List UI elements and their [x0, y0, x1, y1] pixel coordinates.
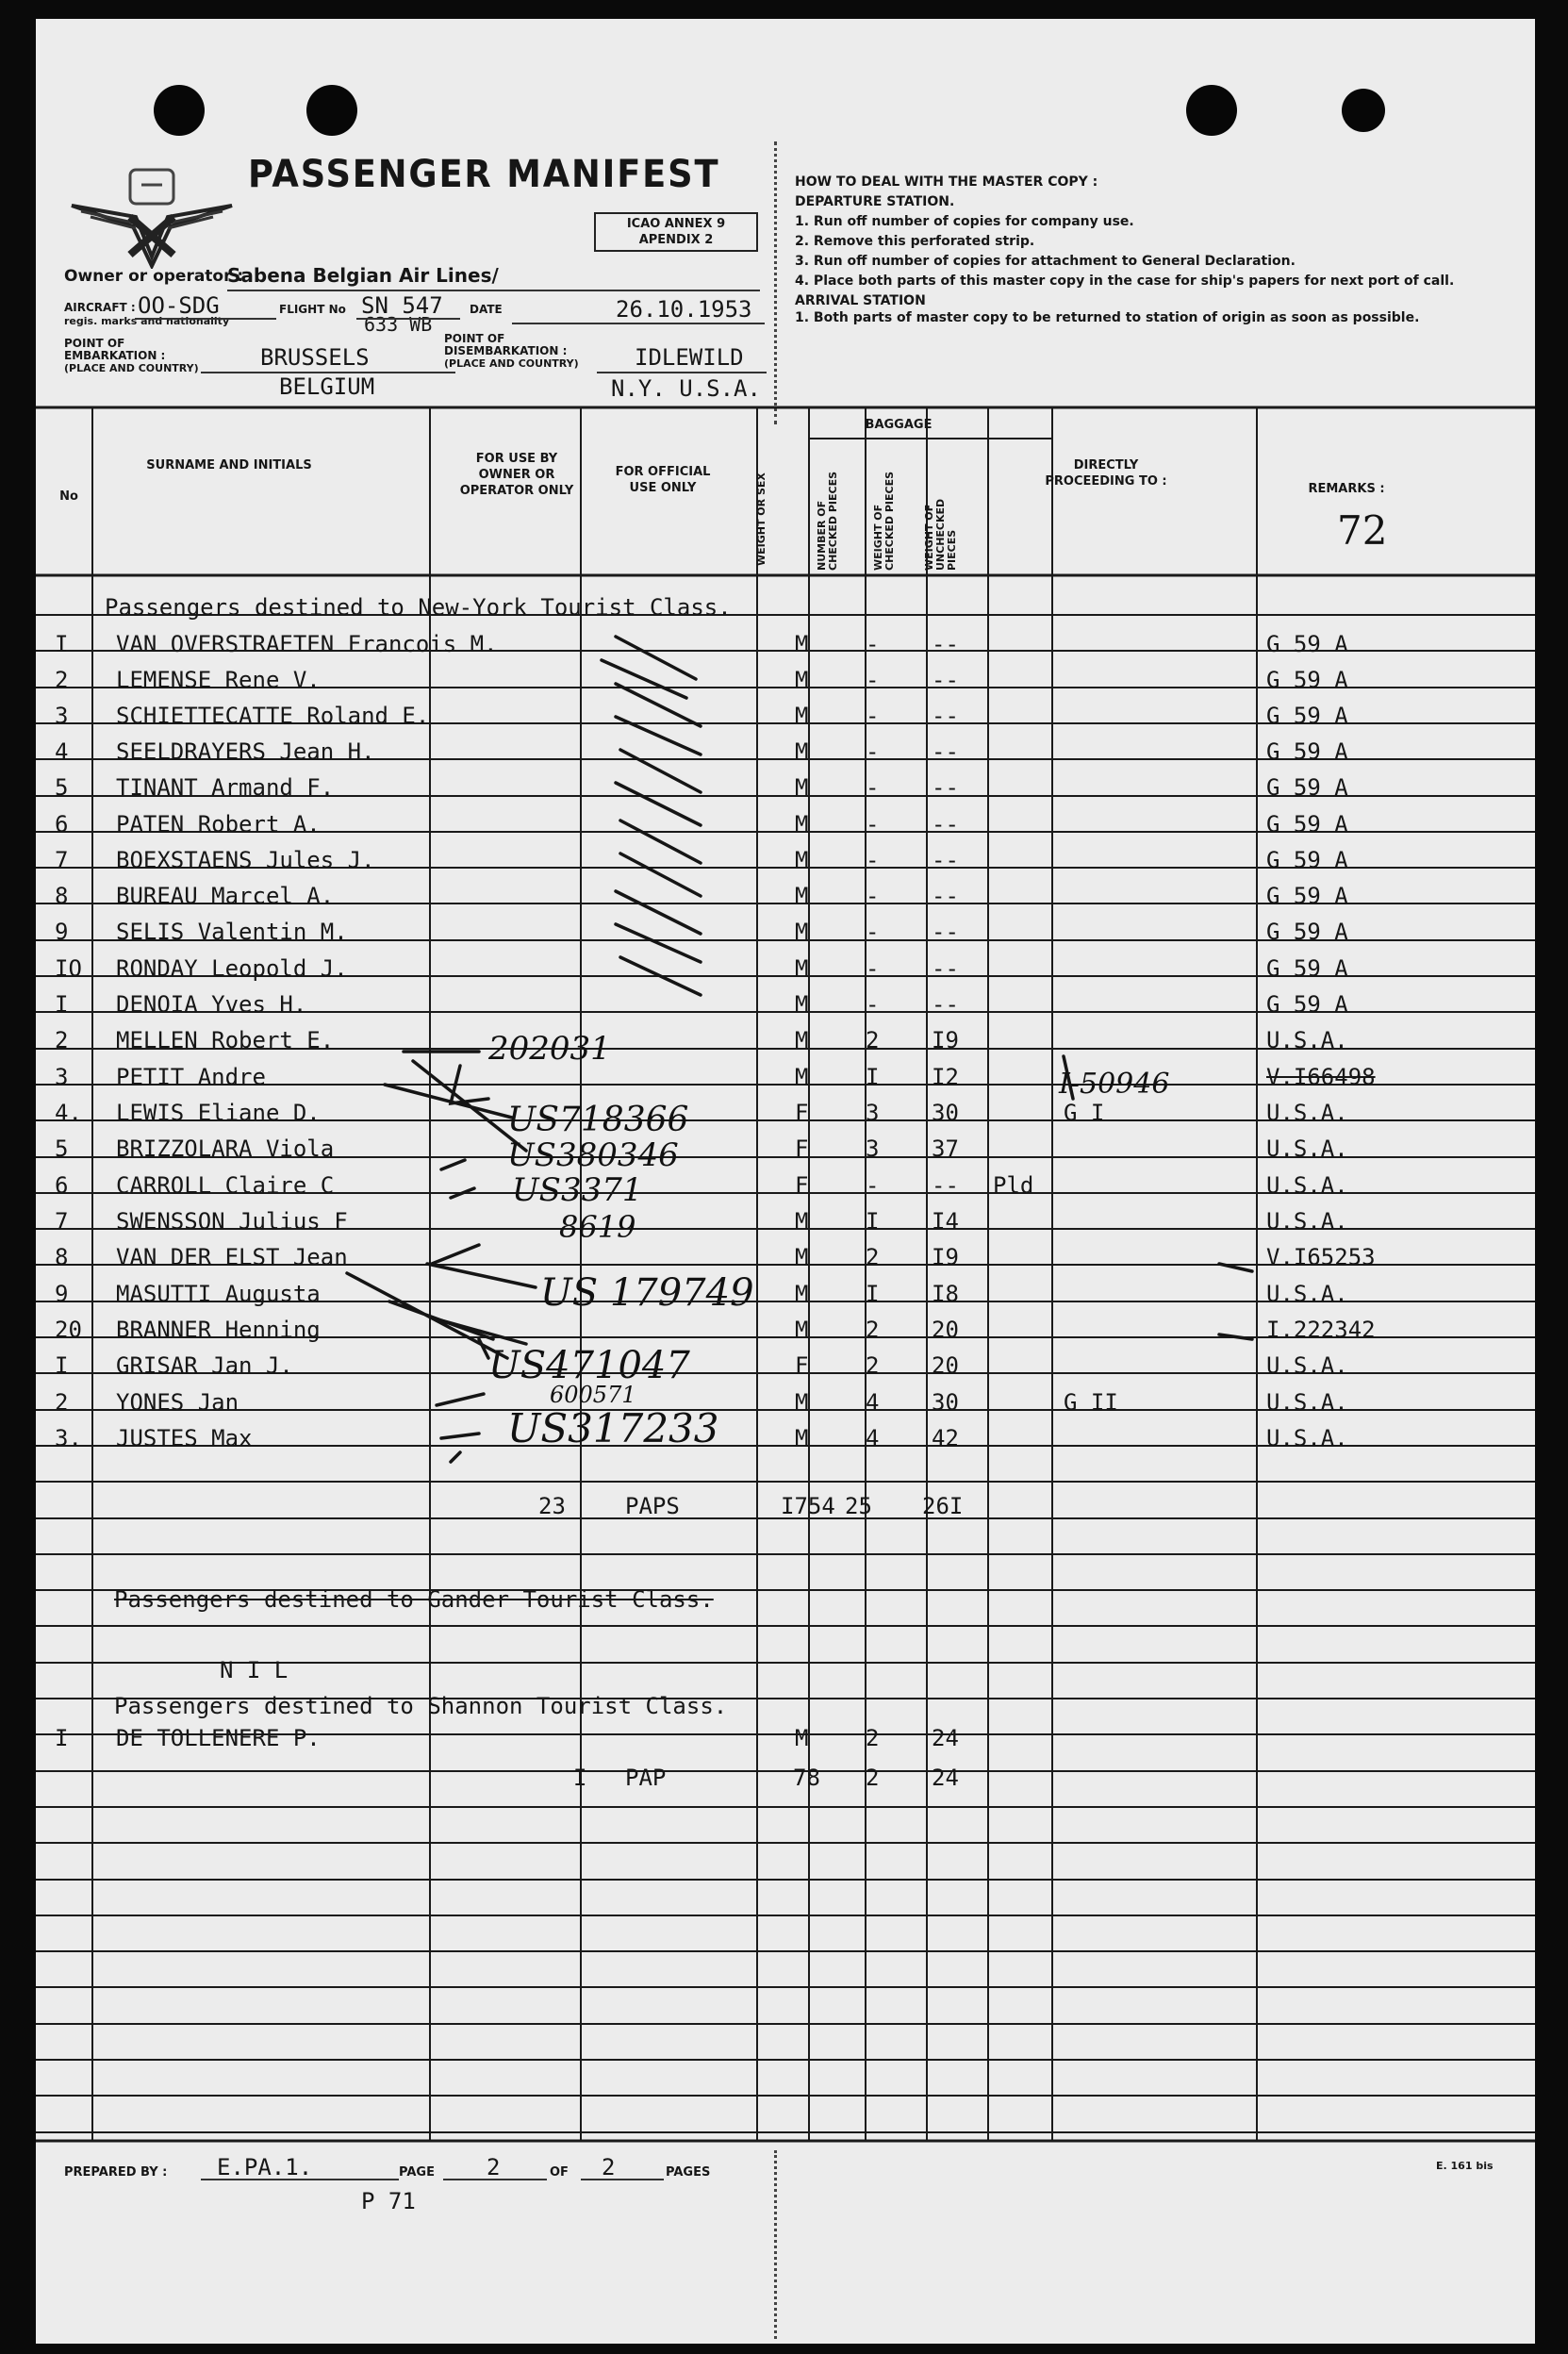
flight-value: SN 547 — [361, 292, 443, 319]
aircraft-label: AIRCRAFT : — [64, 301, 136, 314]
passenger-sex: M — [795, 1208, 809, 1235]
passenger-checked-pieces: 3 — [866, 1136, 880, 1162]
passenger-sex: M — [795, 1244, 809, 1270]
passenger-name: BOEXSTAENS Jules J. — [116, 847, 375, 873]
flight-value-second: 633 WB — [364, 313, 433, 336]
prepared-by-value: E.PA.1. — [217, 2154, 313, 2180]
passenger-checked-pieces: - — [866, 774, 880, 801]
passenger-checked-pieces: I — [866, 1208, 880, 1235]
passenger-remarks: G 59 A — [1266, 738, 1348, 765]
passenger-remarks: U.S.A. — [1266, 1136, 1348, 1162]
passenger-remarks: U.S.A. — [1266, 1425, 1348, 1451]
passenger-checked-weight: I8 — [932, 1281, 959, 1307]
handwritten-owner-number: 202031 — [488, 1030, 611, 1068]
passenger-sex: M — [795, 1317, 809, 1343]
page-value: 2 — [487, 2154, 501, 2180]
passenger-sex: M — [795, 811, 809, 837]
col-header-no: No — [59, 489, 78, 504]
passenger-remarks: U.S.A. — [1266, 1208, 1348, 1235]
disembark-country-value: N.Y. U.S.A. — [611, 375, 761, 402]
ny-total-weight: I754 — [781, 1493, 835, 1519]
passenger-checked-weight: 42 — [932, 1425, 959, 1451]
instruction-step: 3. Run off number of copies for attachment to General Declaration. — [795, 254, 1296, 269]
passenger-sex: M — [795, 1389, 809, 1416]
passenger-remarks: I.222342 — [1266, 1317, 1376, 1343]
ny-total-pieces: 25 — [845, 1493, 872, 1519]
arrival-instruction-step: 1. Both parts of master copy to be returned to station of origin as soon as possible. — [795, 310, 1420, 325]
prepared-by-label: PREPARED BY : — [64, 2165, 168, 2180]
passenger-checked-weight: I9 — [932, 1244, 959, 1270]
passenger-sex: M — [795, 667, 809, 693]
passenger-remarks: U.S.A. — [1266, 1172, 1348, 1199]
passenger-checked-pieces: - — [866, 1172, 880, 1199]
passenger-sex: M — [795, 991, 809, 1018]
passenger-no: 4 — [55, 738, 69, 765]
handwritten-owner-number: US 179749 — [540, 1271, 754, 1315]
instruction-step: 1. Run off number of copies for company use. — [795, 214, 1134, 229]
passenger-sex: F — [795, 1100, 809, 1126]
handwritten-owner-number: US718366 — [507, 1101, 689, 1139]
form-code: P 71 — [361, 2188, 416, 2214]
passenger-checked-pieces: - — [866, 703, 880, 729]
passenger-no: 5 — [55, 774, 69, 801]
col-header-baggage: BAGGAGE — [865, 418, 933, 432]
manifest-sheet — [36, 19, 1535, 2344]
passenger-name: RONDAY Leopold J. — [116, 955, 348, 982]
passenger-remarks: U.S.A. — [1266, 1281, 1348, 1307]
passenger-no: I — [55, 991, 69, 1018]
shannon-passenger-no: I — [55, 1725, 69, 1751]
passenger-sex: M — [795, 703, 809, 729]
instruction-step: 2. Remove this perforated strip. — [795, 234, 1035, 249]
passenger-checked-pieces: I — [866, 1064, 880, 1090]
shannon-total-bag-weight: 24 — [932, 1765, 959, 1791]
passenger-sex: M — [795, 1027, 809, 1053]
page-label: PAGE — [399, 2165, 435, 2180]
section-shannon: Passengers destined to Shannon Tourist Class. — [114, 1693, 728, 1719]
handwritten-owner-number: 8619 — [559, 1209, 636, 1245]
passenger-no: 7 — [55, 1208, 69, 1235]
of-label: OF — [550, 2165, 569, 2180]
passenger-remarks: V.I66498 — [1266, 1064, 1376, 1090]
passenger-checked-pieces: - — [866, 991, 880, 1018]
passenger-name: MASUTTI Augusta — [116, 1281, 321, 1307]
passenger-no: 6 — [55, 811, 69, 837]
passenger-checked-weight: I2 — [932, 1064, 959, 1090]
shannon-passenger-name: DE TOLLENERE P. — [116, 1725, 321, 1751]
handwritten-owner-number: 600571 — [550, 1382, 636, 1408]
passenger-checked-weight: 20 — [932, 1352, 959, 1379]
passenger-checked-weight: -- — [932, 883, 959, 909]
passenger-remarks: G 59 A — [1266, 991, 1348, 1018]
passenger-name: BUREAU Marcel A. — [116, 883, 335, 909]
passenger-name: GRISAR Jan J. — [116, 1352, 293, 1379]
passenger-remarks: G 59 A — [1266, 667, 1348, 693]
passenger-checked-weight: -- — [932, 631, 959, 657]
passenger-checked-pieces: 2 — [866, 1027, 880, 1053]
passenger-checked-weight: -- — [932, 738, 959, 765]
passenger-checked-pieces: - — [866, 667, 880, 693]
passenger-sex: F — [795, 1136, 809, 1162]
ny-total-label: PAPS — [625, 1493, 680, 1519]
passenger-checked-pieces: - — [866, 847, 880, 873]
disembark-label-line2: DISEMBARKATION : — [444, 344, 568, 357]
passenger-remarks: G 59 A — [1266, 883, 1348, 909]
passenger-sex: F — [795, 1352, 809, 1379]
passenger-checked-weight: 30 — [932, 1389, 959, 1416]
section-gander-nil: N I L — [220, 1657, 289, 1683]
shannon-total-weight: 78 — [793, 1765, 820, 1791]
passenger-remarks: U.S.A. — [1266, 1352, 1348, 1379]
embark-label-line2: EMBARKATION : — [64, 349, 166, 362]
passenger-remarks: G 59 A — [1266, 955, 1348, 982]
passenger-checked-pieces: - — [866, 919, 880, 945]
disembark-value: IDLEWILD — [635, 344, 744, 371]
embark-value: BRUSSELS — [260, 344, 370, 371]
passenger-name: SEELDRAYERS Jean H. — [116, 738, 375, 765]
passenger-checked-weight: -- — [932, 955, 959, 982]
passenger-sex: M — [795, 847, 809, 873]
passenger-no: 5 — [55, 1136, 69, 1162]
passenger-checked-pieces: - — [866, 631, 880, 657]
col-header-weight-sex: WEIGHT OR SEX — [755, 472, 767, 566]
instructions-heading: HOW TO DEAL WITH THE MASTER COPY : — [795, 174, 1098, 190]
passenger-checked-pieces: 3 — [866, 1100, 880, 1126]
section-new-york: Passengers destined to New-York Tourist Class. — [105, 594, 732, 621]
passenger-checked-weight: 20 — [932, 1317, 959, 1343]
passenger-name: LEWIS Eliane D. — [116, 1100, 321, 1126]
section-gander: Passengers destined to Gander Tourist Class. — [114, 1586, 714, 1613]
passenger-name: CARROLL Claire C — [116, 1172, 335, 1199]
embark-country-value: BELGIUM — [279, 373, 375, 400]
passenger-checked-pieces: 4 — [866, 1425, 880, 1451]
date-value: 26.10.1953 — [616, 296, 752, 323]
col-header-proceeding: DIRECTLY PROCEEDING TO : — [1045, 458, 1167, 489]
passenger-checked-weight: 37 — [932, 1136, 959, 1162]
passenger-remarks: G 59 A — [1266, 847, 1348, 873]
embark-label: POINT OF — [64, 337, 125, 350]
shannon-total-label: PAP — [625, 1765, 667, 1791]
passenger-sex: M — [795, 774, 809, 801]
aircraft-value: OO-SDG — [138, 292, 220, 319]
passenger-no: 2 — [55, 1027, 69, 1053]
passenger-checked-pieces: - — [866, 955, 880, 982]
passenger-checked-weight: -- — [932, 811, 959, 837]
passenger-checked-weight: -- — [932, 847, 959, 873]
passenger-name: YONES Jan — [116, 1389, 239, 1416]
shannon-passenger-pieces: 2 — [866, 1725, 880, 1751]
flight-label: FLIGHT No — [279, 303, 346, 316]
handwritten-marks — [36, 19, 1535, 2344]
passenger-checked-weight: -- — [932, 774, 959, 801]
passenger-name: JUSTES Max — [116, 1425, 253, 1451]
icao-appendix-line: APENDIX 2 — [638, 233, 714, 247]
instruction-step: 4. Place both parts of this master copy in the case for ship's papers for next port of call. — [795, 274, 1455, 289]
passenger-checked-weight: -- — [932, 919, 959, 945]
handwritten-owner-number: US317233 — [507, 1405, 719, 1451]
passenger-no: 2 — [55, 667, 69, 693]
passenger-checked-pieces: - — [866, 738, 880, 765]
passenger-sex: M — [795, 1425, 809, 1451]
remarks-page-number: 72 — [1337, 507, 1388, 554]
passenger-no: 7 — [55, 847, 69, 873]
passenger-remarks: G 59 A — [1266, 631, 1348, 657]
passenger-remarks: G 59 A — [1266, 774, 1348, 801]
col-header-weight-checked: WEIGHT OF CHECKED PIECES — [872, 471, 896, 571]
passenger-no: 20 — [55, 1317, 82, 1343]
col-header-owner-use: FOR USE BY OWNER OR OPERATOR ONLY — [459, 452, 574, 498]
passenger-unchecked-weight: Pld — [993, 1172, 1034, 1199]
passenger-name: BRIZZOLARA Viola — [116, 1136, 335, 1162]
disembark-sub-label: (PLACE AND COUNTRY) — [444, 357, 579, 370]
passenger-proceeding-to: G I — [1064, 1100, 1105, 1126]
passenger-no: 3. — [55, 1425, 82, 1451]
passenger-sex: F — [795, 1172, 809, 1199]
ny-total-bag-weight: 26I — [922, 1493, 964, 1519]
passenger-checked-weight: -- — [932, 991, 959, 1018]
col-header-weight-unchecked: WEIGHT OF UNCHECKED PIECES — [923, 498, 958, 571]
passenger-remarks: V.I65253 — [1266, 1244, 1376, 1270]
disembark-label: POINT OF — [444, 332, 505, 345]
handwritten-owner-number: US3371 — [512, 1171, 643, 1209]
passenger-sex: M — [795, 1064, 809, 1090]
passenger-no: 3 — [55, 703, 69, 729]
passenger-no: 4. — [55, 1100, 82, 1126]
passenger-no: I — [55, 1352, 69, 1379]
passenger-proceeding-to: G II — [1064, 1389, 1118, 1416]
passenger-checked-pieces: 4 — [866, 1389, 880, 1416]
passenger-checked-weight: -- — [932, 703, 959, 729]
passenger-remarks: G 59 A — [1266, 811, 1348, 837]
passenger-checked-pieces: 2 — [866, 1244, 880, 1270]
passenger-sex: M — [795, 1281, 809, 1307]
passenger-sex: M — [795, 955, 809, 982]
passenger-checked-weight: -- — [932, 667, 959, 693]
passenger-name: PATEN Robert A. — [116, 811, 321, 837]
date-label: DATE — [470, 303, 503, 316]
owner-value: Sabena Belgian Air Lines/ — [227, 264, 499, 287]
col-header-checked-pieces: NUMBER OF CHECKED PIECES — [816, 471, 839, 571]
passenger-name: VAN DER ELST Jean — [116, 1244, 348, 1270]
passenger-sex: M — [795, 738, 809, 765]
passenger-no: 9 — [55, 919, 69, 945]
passenger-checked-pieces: 2 — [866, 1317, 880, 1343]
passenger-sex: M — [795, 883, 809, 909]
passenger-name: SELIS Valentin M. — [116, 919, 348, 945]
passenger-checked-pieces: - — [866, 811, 880, 837]
passenger-name: DENOIA Yves H. — [116, 991, 307, 1018]
col-header-remarks: REMARKS : — [1308, 482, 1385, 496]
arrival-station-label: ARRIVAL STATION — [795, 293, 926, 308]
passenger-name: PETIT Andre — [116, 1064, 266, 1090]
passenger-remarks: U.S.A. — [1266, 1389, 1348, 1416]
passenger-sex: M — [795, 631, 809, 657]
col-header-official-use: FOR OFFICIAL USE ONLY — [615, 465, 711, 495]
passenger-name: BRANNER Henning — [116, 1317, 321, 1343]
handwritten-owner-number: US380346 — [507, 1136, 679, 1174]
passenger-checked-weight: I4 — [932, 1208, 959, 1235]
passenger-remarks: U.S.A. — [1266, 1100, 1348, 1126]
passenger-no: IO — [55, 955, 82, 982]
col-header-surname: SURNAME AND INITIALS — [146, 458, 312, 472]
passenger-name: SWENSSON Julius F — [116, 1208, 348, 1235]
passenger-checked-pieces: I — [866, 1281, 880, 1307]
passenger-name: LEMENSE Rene V. — [116, 667, 321, 693]
handwritten-owner-number: US471047 — [488, 1344, 690, 1387]
aircraft-sub-label: regis. marks and nationality — [64, 315, 230, 327]
passenger-no: I — [55, 631, 69, 657]
passenger-name: MELLEN Robert E. — [116, 1027, 335, 1053]
passenger-sex: M — [795, 919, 809, 945]
icao-annex-line: ICAO ANNEX 9 — [626, 217, 726, 231]
passenger-name: TINANT Armand F. — [116, 774, 335, 801]
passenger-checked-pieces: - — [866, 883, 880, 909]
passenger-remarks: G 59 A — [1266, 919, 1348, 945]
handwritten-proceeding-number: I-50946 — [1059, 1068, 1170, 1101]
pages-label: PAGES — [666, 2165, 711, 2180]
passenger-no: 6 — [55, 1172, 69, 1199]
passenger-no: 9 — [55, 1281, 69, 1307]
passenger-remarks: U.S.A. — [1266, 1027, 1348, 1053]
passenger-no: 8 — [55, 1244, 69, 1270]
passenger-checked-weight: I9 — [932, 1027, 959, 1053]
passenger-name: SCHIETTECATTE Roland E. — [116, 703, 430, 729]
page-title: PASSENGER MANIFEST — [248, 153, 720, 196]
departure-station-label: DEPARTURE STATION. — [795, 194, 955, 209]
ny-total-count: 23 — [538, 1493, 566, 1519]
passenger-no: 8 — [55, 883, 69, 909]
of-value: 2 — [602, 2154, 616, 2180]
owner-label: Owner or operator : — [64, 267, 244, 286]
shannon-passenger-sex: M — [795, 1725, 809, 1751]
passenger-remarks: G 59 A — [1266, 703, 1348, 729]
passenger-no: 2 — [55, 1389, 69, 1416]
passenger-checked-weight: 30 — [932, 1100, 959, 1126]
shannon-passenger-bag-weight: 24 — [932, 1725, 959, 1751]
passenger-no: 3 — [55, 1064, 69, 1090]
passenger-name: VAN OVERSTRAETEN Francois M. — [116, 631, 498, 657]
embark-sub-label: (PLACE AND COUNTRY) — [64, 362, 199, 374]
shannon-total-count: I — [573, 1765, 587, 1791]
passenger-checked-weight: -- — [932, 1172, 959, 1199]
passenger-checked-pieces: 2 — [866, 1352, 880, 1379]
form-reference: E. 161 bis — [1436, 2160, 1494, 2172]
shannon-total-pieces: 2 — [866, 1765, 880, 1791]
